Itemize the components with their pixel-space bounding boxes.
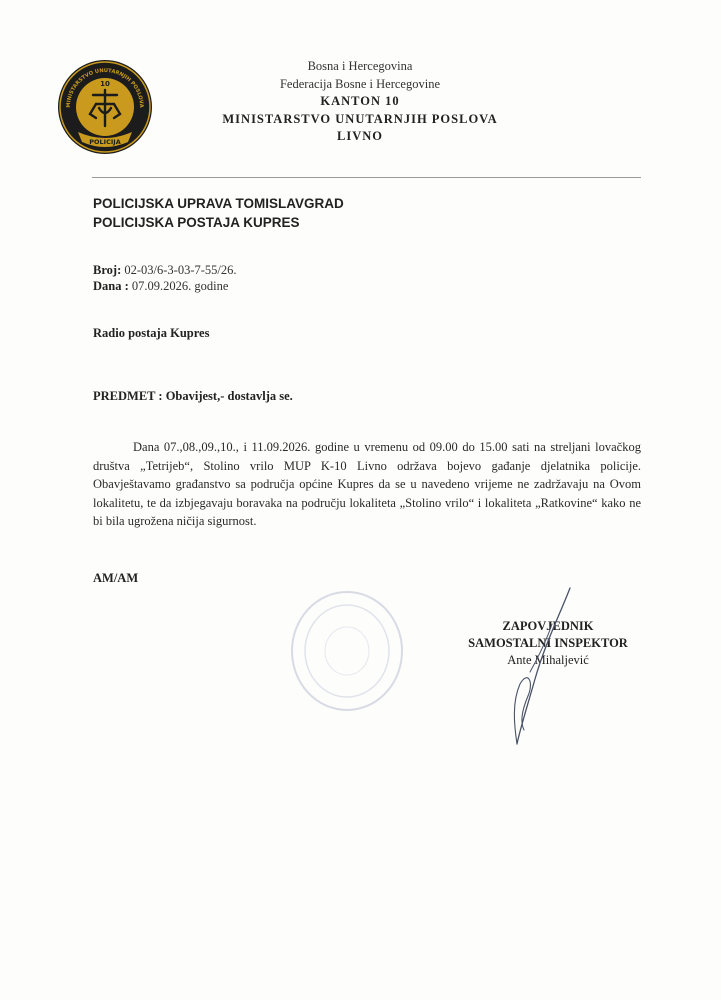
emblem-band-text: POLICIJA [89,138,121,146]
handwritten-signature-icon [490,584,590,749]
header-federation: Federacija Bosne i Hercegovine [279,76,440,91]
department-line-1: POLICIJSKA UPRAVA TOMISLAVGRAD [93,196,344,211]
subject-line [93,389,293,404]
reference-date-value: 07.09.2026. godine [128,279,229,293]
header-canton: KANTON 10 [320,94,400,108]
reference-block [93,262,237,294]
reference-number-label: Broj: [93,263,122,277]
subject-label: PREDMET : [93,389,163,403]
reference-number [93,262,237,278]
header-city: LIVNO [337,129,383,143]
header-divider [92,177,641,178]
reference-number-value: 02-03/6-3-03-7-55/26. [121,263,237,277]
faded-stamp-icon [288,588,406,714]
signature-title-2: SAMOSTALNI INSPEKTOR [468,636,628,650]
header-country: Bosna i Hercegovina [307,59,413,73]
department-line-2: POLICIJSKA POSTAJA KUPRES [93,215,300,230]
reference-date-label: Dana : [93,279,129,293]
letterhead [200,58,520,146]
reference-date [93,278,237,294]
subject-value: Obavijest,- dostavlja se. [162,389,293,403]
header-ministry: MINISTARSTVO UNUTARNJIH POSLOVA [222,111,498,126]
recipient: Radio postaja Kupres [93,326,210,340]
police-emblem-icon [56,58,154,156]
emblem-ring-text: MINISTARSTVO UNUTARNJIH POSLOVA [65,67,145,108]
body-paragraph: Dana 07.,08.,09.,10., i 11.09.2026. godine u vremenu od 09.00 do 15.00 sati na streljani lovačkog društva „Tetrijeb“, Stolino vrilo MUP K-10 Livno održava bojevo gađanje djelatnika policije. Obavještavamo građanstvo sa područja općine Kupres da se u navedeno vrijeme ne zadržavaju na Ovom lokalitetu, te da izbjegavaju boravaka na području lokaliteta „Stolino vrilo“ i lokaliteta „Ratkovine“ kako ne bi bila ugrožena ničija sigurnost. [93,440,641,528]
emblem-number: 10 [100,80,110,88]
signatory-name: Ante Mihaljević [507,653,589,667]
signature-title-1: ZAPOVJEDNIK [502,619,594,633]
department-block [93,194,344,232]
initials: AM/AM [93,571,139,585]
